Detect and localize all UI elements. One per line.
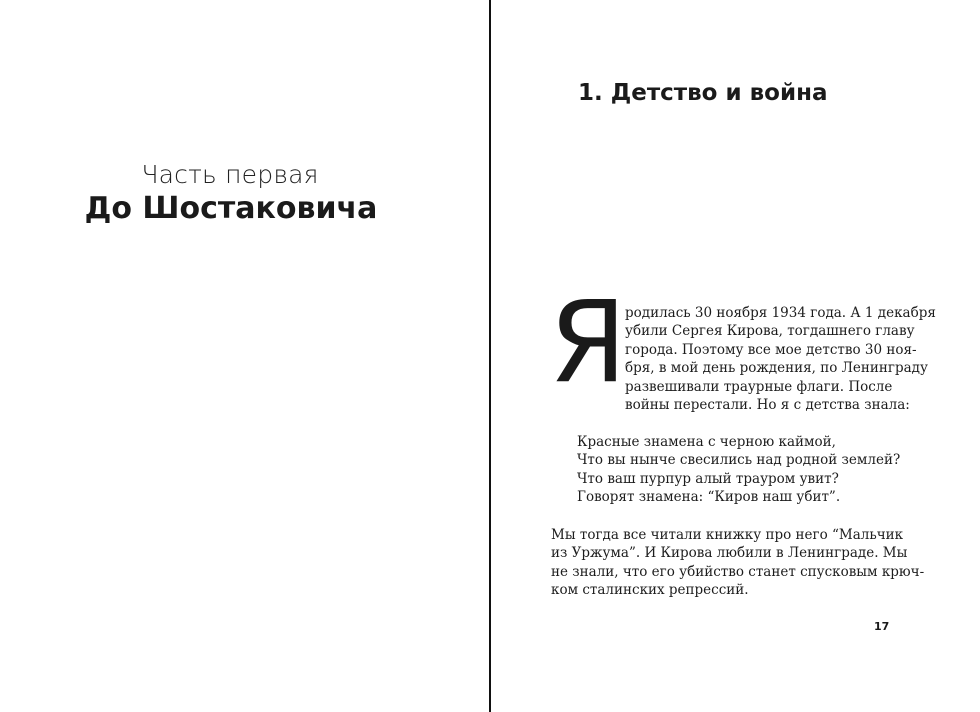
paragraph-1 <box>625 304 936 414</box>
poem-line: Что ваш пурпур алый трауром увит? <box>577 470 839 487</box>
left-page <box>0 0 489 712</box>
paragraph-line: развешивали траурные флаги. После <box>625 378 893 395</box>
chapter-title: 1. Детство и война <box>578 80 828 106</box>
poem <box>577 433 901 507</box>
paragraph-line: войны перестали. Но я с детства знала: <box>625 397 910 414</box>
paragraph-line: города. Поэтому все мое детство 30 ноя- <box>625 341 917 358</box>
poem-line: Красные знамена с черною каймой, <box>577 434 836 450</box>
paragraph-line: Мы тогда все читали книжку про него “Мальчик <box>551 527 904 543</box>
page-number: 17 <box>874 620 890 633</box>
paragraph-line: родилась 30 ноября 1934 года. А 1 декабря <box>625 305 936 321</box>
paragraph-line: не знали, что его убийство станет спусковым крюч- <box>551 563 925 580</box>
paragraph-line: бря, в мой день рождения, по Ленинграду <box>625 360 928 377</box>
poem-line: Что вы нынче свесились над родной землей? <box>577 452 901 469</box>
paragraph-line: из Уржума”. И Кирова любили в Ленинграде. Мы <box>551 545 908 562</box>
drop-cap: Я <box>549 278 627 408</box>
part-label: Часть первая <box>141 160 319 189</box>
paragraph-2 <box>551 526 925 600</box>
paragraph-line: ком сталинских репрессий. <box>551 582 749 599</box>
poem-line: Говорят знамена: “Киров наш убит”. <box>577 489 841 506</box>
paragraph-line: убили Сергея Кирова, тогдашнего главу <box>625 323 915 340</box>
right-page <box>491 0 980 712</box>
part-title: До Шостаковича <box>84 191 378 226</box>
